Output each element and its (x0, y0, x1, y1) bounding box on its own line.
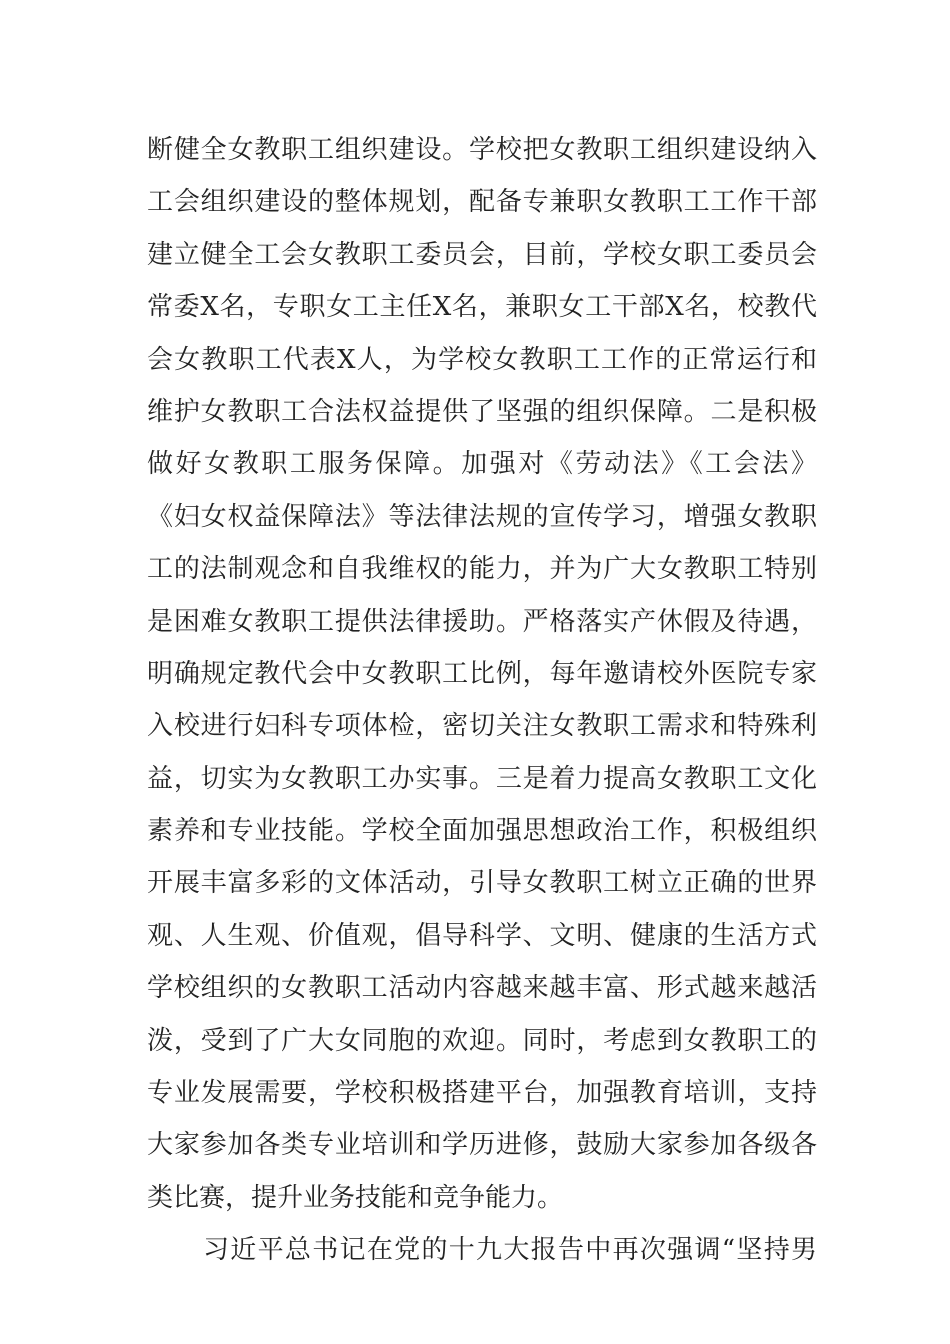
text-line: 工会组织建设的整体规划，配备专兼职女教职工工作干部 (147, 187, 817, 218)
text-line: 常委X名，专职女工主任X名，兼职女工干部X名，校教代 (147, 292, 817, 323)
text-line: 是困难女教职工提供法律援助。严格落实产休假及待遇， (147, 606, 817, 637)
text-line: 专业发展需要，学校积极搭建平台，加强教育培训，支持 (147, 1078, 817, 1109)
text-line: 益，切实为女教职工办实事。三是着力提高女教职工文化 (147, 763, 817, 794)
text-line: 习近平总书记在党的十九大报告中再次强调“坚持男 (203, 1235, 817, 1266)
text-line: 开展丰富多彩的文体活动，引导女教职工树立正确的世界 (147, 868, 817, 899)
text-line: 观、人生观、价值观，倡导科学、文明、健康的生活方式 (147, 920, 817, 951)
text-line: 建立健全工会女教职工委员会，目前，学校女职工委员会 (147, 239, 817, 270)
text-line: 明确规定教代会中女教职工比例，每年邀请校外医院专家 (147, 658, 817, 689)
text-line: 做好女教职工服务保障。加强对《劳动法》《工会法》 (147, 449, 817, 480)
text-line: 大家参加各类专业培训和学历进修，鼓励大家参加各级各 (147, 1130, 817, 1161)
text-line: 入校进行妇科专项体检，密切关注女教职工需求和特殊利 (147, 711, 817, 742)
paragraph-1 (147, 124, 817, 1224)
document-body (147, 124, 817, 1277)
text-line: 工的法制观念和自我维权的能力，并为广大女教职工特别 (147, 554, 817, 585)
text-line: 《妇女权益保障法》等法律法规的宣传学习，增强女教职 (147, 501, 817, 532)
text-line: 会女教职工代表X人，为学校女教职工工作的正常运行和 (147, 344, 817, 375)
text-line: 类比赛，提升业务技能和竞争能力。 (147, 1182, 564, 1213)
text-line: 断健全女教职工组织建设。学校把女教职工组织建设纳入 (147, 135, 817, 165)
text-line: 学校组织的女教职工活动内容越来越丰富、形式越来越活 (147, 973, 817, 1004)
text-line: 素养和专业技能。学校全面加强思想政治工作，积极组织 (147, 816, 817, 847)
text-line: 维护女教职工合法权益提供了坚强的组织保障。二是积极 (147, 396, 817, 427)
paragraph-2 (147, 1224, 817, 1276)
text-line: 泼，受到了广大女同胞的欢迎。同时，考虑到女教职工的 (147, 1025, 817, 1056)
